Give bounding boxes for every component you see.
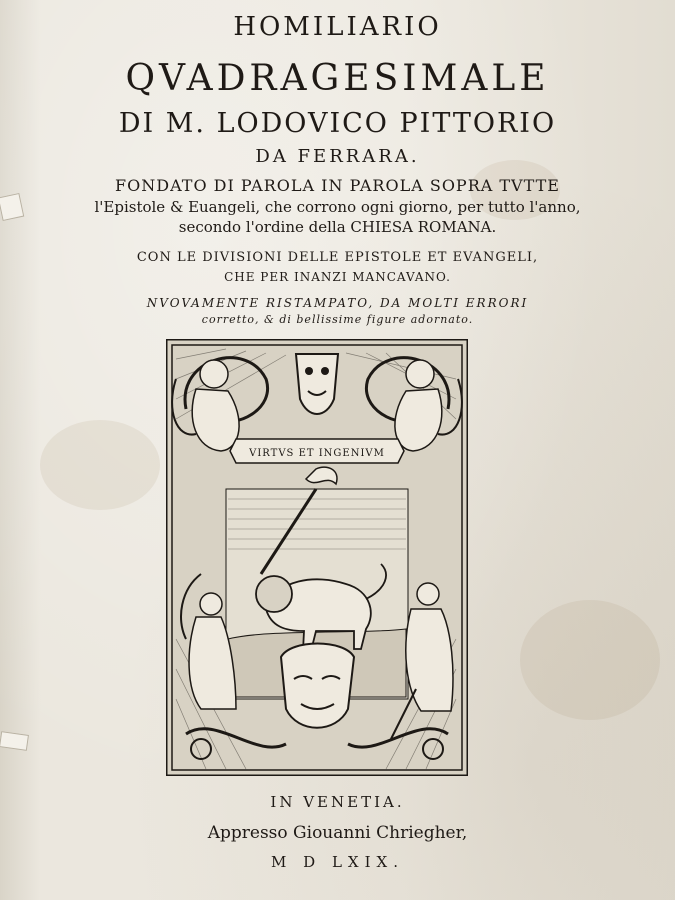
grotesque-mask-bottom [281,644,354,728]
reprint-line-2: corretto, & di bellissime figure adornato. [201,313,474,326]
imprint-year: M D LXIX. [271,853,404,871]
title-line-2: QVADRAGESIMALE [125,58,550,99]
author-origin-line: DA FERRARA. [255,146,420,167]
imprint-printer: Appresso Giouanni Chriegher, [207,823,468,843]
reprint-line-1: NVOVAMENTE RISTAMPATO, DA MOLTI ERRORI [146,296,529,310]
divisions-line-1: CON LE DIVISIONI DELLE EPISTOLE ET EVANGELI, [136,250,539,265]
grotesque-mask-top [296,354,338,414]
author-line: DI M. LODOVICO PITTORIO [118,108,557,139]
imprint-place: IN VENETIA. [270,793,405,811]
divisions-line-2: CHE PER INANZI MANCAVANO. [224,270,451,284]
woodcut-motto: VIRTVS ET INGENIVM [249,448,385,459]
printers-device-woodcut [166,339,468,776]
description-line-3: secondo l'ordine della CHIESA ROMANA. [178,218,497,236]
description-line-1: FONDATO DI PAROLA IN PAROLA SOPRA TVTTE [115,176,560,195]
paper-stain [40,420,160,510]
title-line-1: HOMILIARIO [233,12,442,42]
paper-stain [520,600,660,720]
motto-banner [230,439,404,463]
description-line-2: l'Epistole & Euangeli, che corrono ogni giorno, per tutto l'anno, [94,198,581,216]
paper-tab [0,731,29,751]
